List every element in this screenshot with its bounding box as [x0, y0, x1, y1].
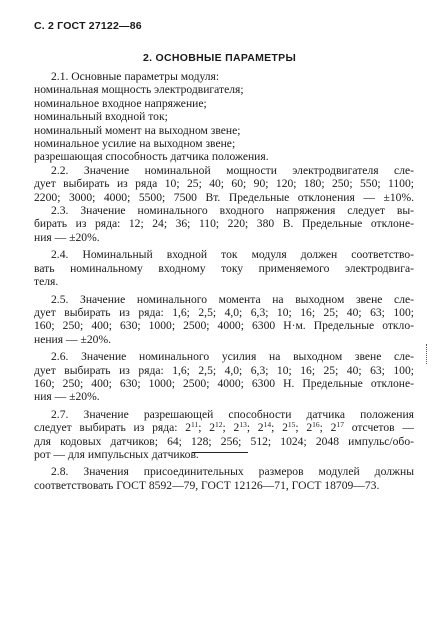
text-line: теля. [34, 275, 59, 289]
paragraph-2-4 [34, 248, 414, 288]
section-title: 2. ОСНОВНЫЕ ПАРАМЕТРЫ [142, 52, 297, 64]
power-base: 2 [185, 421, 192, 435]
paragraph-2-6 [34, 350, 414, 404]
power-base: 2 [330, 421, 337, 435]
power-exponent: 14 [263, 420, 272, 430]
power-base: 2 [306, 421, 313, 435]
text-line: соответствовать ГОСТ 8592—79, ГОСТ 12126—71, ГОСТ 18709—73. [34, 478, 380, 492]
power-base: 2 [209, 421, 216, 435]
text-line [34, 421, 414, 434]
text-fragment: следует выбирать из ряда: [34, 421, 178, 435]
text-line: дует выбирать из ряда 10; 25; 40; 60; 90; 120; 180; 250; 550; 1100; [34, 177, 414, 191]
text-line: рот — для импульсных датчиков. [34, 447, 199, 461]
text-line: 2.2. Значение номинальной мощности электродвигателя сле- [51, 163, 414, 177]
text-fragment: отсчетов — [351, 421, 414, 435]
power-term [234, 421, 251, 434]
power-base: 2 [233, 421, 240, 435]
power-separator: ; [295, 421, 299, 435]
paragraph-2-8 [34, 465, 414, 492]
power-term [185, 421, 201, 434]
text-line: 2.3. Значение номинального входного напряжения следует вы- [51, 204, 414, 218]
power-term [258, 421, 275, 434]
power-exponent: 16 [312, 420, 320, 430]
paragraph-2-3 [34, 204, 414, 244]
power-base: 2 [282, 421, 288, 435]
power-exponent: 17 [336, 420, 344, 430]
text-line: 160; 250; 400; 630; 1000; 2500; 4000; 6300 Н. Предельные отклоне- [34, 376, 414, 390]
power-exponent: 15 [287, 420, 296, 430]
text-line: 2.7. Значение разрешающей способности датчика положения [51, 407, 414, 421]
text-line: бирать из ряда: 12; 24; 36; 110; 220; 380 В. Предельные отклоне- [34, 217, 414, 231]
text-line: ния — ±20%. [34, 390, 100, 404]
list-item: номинальное входное напряжение; [34, 96, 207, 110]
text-line: 2.4. Номинальный входной ток модуля должен соответство- [51, 248, 414, 262]
document-body [34, 70, 414, 492]
margin-mark [426, 344, 428, 364]
page-header: С. 2 ГОСТ 27122—86 [34, 20, 142, 32]
power-term [282, 421, 299, 434]
power-separator: ; [222, 421, 226, 435]
power-term [306, 421, 323, 434]
paragraph-2-2 [34, 164, 414, 204]
text-line: 2.6. Значение номинального усилия на выходном звене сле- [51, 350, 414, 364]
list-item: номинальный момент на выходном звене; [34, 123, 241, 137]
power-separator: ; [198, 421, 202, 435]
power-exponent: 11 [191, 420, 199, 430]
paragraph-2-5 [34, 293, 414, 347]
list-item: номинальное усилие на выходном звене; [34, 137, 236, 151]
end-separator-line [192, 452, 248, 453]
power-series [185, 421, 344, 434]
text-line: вать номинальному входному току применяемого электродвига- [34, 261, 414, 275]
paragraph-2-7 [34, 408, 414, 462]
power-term [331, 421, 344, 434]
text-line: 2.1. Основные параметры модуля: [51, 70, 220, 83]
list-item: номинальная мощность электродвигателя; [34, 83, 244, 97]
power-base: 2 [257, 421, 264, 435]
text-line: 160; 250; 400; 630; 1000; 2500; 4000; 6300 Н·м. Предельные откло- [34, 319, 414, 333]
paragraph-2-1 [34, 70, 414, 164]
list-item: номинальный входной ток; [34, 110, 168, 124]
power-separator: ; [319, 421, 323, 435]
power-separator: ; [246, 421, 251, 435]
power-term [209, 421, 226, 434]
power-exponent: 13 [239, 420, 247, 430]
text-line: ния — ±20%. [34, 230, 100, 244]
power-separator: ; [271, 421, 275, 435]
text-line: 2200; 3000; 4000; 5500; 7500 Вт. Предельные отклонения — ±10%. [34, 190, 414, 204]
power-exponent: 12 [215, 420, 223, 430]
text-line: дует выбирать из ряда: 1,6; 2,5; 4,0; 6,3; 10; 16; 25; 40; 63; 100; [34, 305, 414, 319]
text-line: для кодовых датчиков; 64; 128; 256; 512; 1024; 2048 импульс/обо- [34, 434, 414, 448]
text-line: 2.8. Значения присоединительных размеров модулей должны [51, 465, 414, 479]
list-item: разрешающая способность датчика положения. [34, 150, 269, 164]
text-line: нения — ±20%. [34, 332, 111, 346]
text-line: дует выбирать из ряда: 1,6; 2,5; 4,0; 6,3; 10; 16; 25; 40; 63; 100; [34, 363, 414, 377]
text-line: 2.5. Значение номинального момента на выходном звене сле- [51, 292, 414, 306]
